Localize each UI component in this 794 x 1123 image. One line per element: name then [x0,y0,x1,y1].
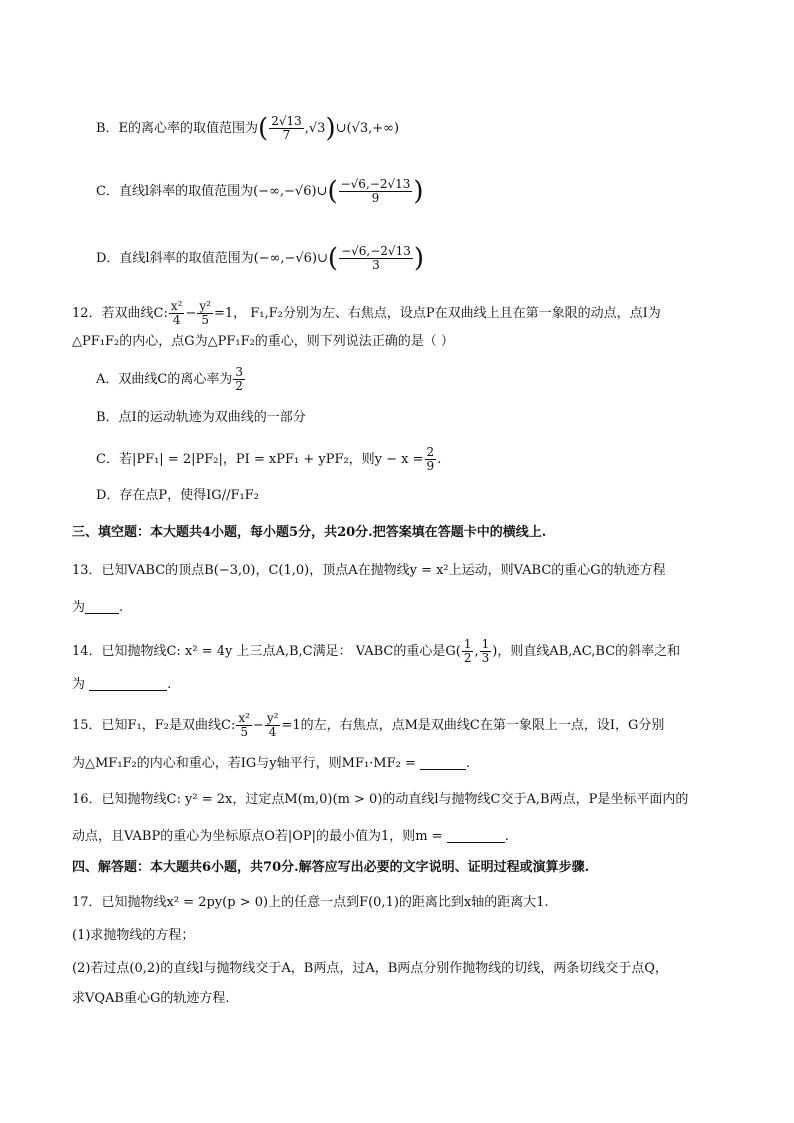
answer-blank[interactable] [420,755,466,770]
answer-blank[interactable] [89,676,167,691]
q12-option-c: C．若|PF₁| = 2|PF₂|，PI = xPF₁ + yPF₂，则y − x = $\frac{2}{9}$ . [96,445,442,473]
q16-line2: 动点，且VABP的重心为坐标原点O若|OP|的最小值为1，则m = . [72,829,509,844]
section-3-heading: 三、填空题：本大题共4小题，每小题5分，共20分.把答案填在答题卡中的横线上. [72,525,547,540]
answer-blank[interactable] [85,599,119,614]
answer-blank[interactable] [447,828,505,843]
fraction: $\frac{2√13}{7}$ [271,114,302,142]
q13-line2: 为 . [72,600,124,615]
section-4-heading: 四、解答题：本大题共6小题，共70分.解答应写出必要的文字说明、证明过程或演算步骤. [72,860,590,875]
q14-line1: 14．已知抛物线C: x² = 4y 上三点A,B,C满足： VABC的重心是G( $\frac{1}{2}$ , $\frac{1}{3}$ )，则直线AB,AC,BC的斜率之和 [72,637,681,665]
q17-part2-line2: 求VQAB重心G的轨迹方程. [72,991,230,1006]
q12-stem-line1: 12．若双曲线C: $\frac{\text{x²}}{4}$ − $\frac{\text{y²}}{5}$ =1， F₁,F₂分别为左、右焦点，设点P在双曲线上且在第一象限的动点，点I为 [72,299,661,327]
q17-part1: (1)求抛物线的方程； [72,928,195,943]
q17-stem: 17．已知抛物线x² = 2py(p > 0)上的任意一点到F(0,1)的距离比到x轴的距离大1. [72,895,549,910]
q17-part2-line1: (2)若过点(0,2)的直线l与抛物线交于A，B两点，过A，B两点分别作抛物线的切线，两条切线交于点Q， [72,961,668,976]
q15-line1: 15．已知F₁，F₂是双曲线C: $\frac{\text{x²}}{5}$ − $\frac{\text{y²}}{4}$ =1的左，右焦点，点M是双曲线C在第一象限上一点，设I，G分别 [72,711,665,739]
q15-line2: 为△MF₁F₂的内心和重心，若IG与y轴平行，则MF₁·MF₂ = . [72,756,471,771]
q13-line1: 13．已知VABC的顶点B(−3,0)，C(1,0)，顶点A在抛物线y = x²上运动，则VABC的重心G的轨迹方程 [72,563,666,578]
q11-option-b: B．E的离心率的取值范围为( $\frac{2√13}{7}$ ,√3)∪(√3,+∞) [96,113,400,144]
q11-option-d: D．直线l斜率的取值范围为(−∞,−√6)∪( $\frac{-√6,-2√13}{3}$ ) [96,243,424,274]
q12-stem-line2: △PF₁F₂的内心，点G为△PF₁F₂的重心，则下列说法正确的是（ ） [72,334,454,349]
q14-line2: 为 . [72,677,172,692]
q11-option-c: C．直线l斜率的取值范围为(−∞,−√6)∪( $\frac{-√6,-2√13}{9}$ ) [96,176,424,207]
q16-line1: 16．已知抛物线C: y² = 2x，过定点M(m,0)(m > 0)的动直线l与抛物线C交于A,B两点，P是坐标平面内的 [72,792,689,807]
q12-option-a: A．双曲线C的离心率为 $\frac{3}{2}$ [96,365,243,393]
q12-option-d: D．存在点P，使得IG//F₁F₂ [96,488,259,503]
q12-option-b: B．点I的运动轨迹为双曲线的一部分 [96,410,306,425]
